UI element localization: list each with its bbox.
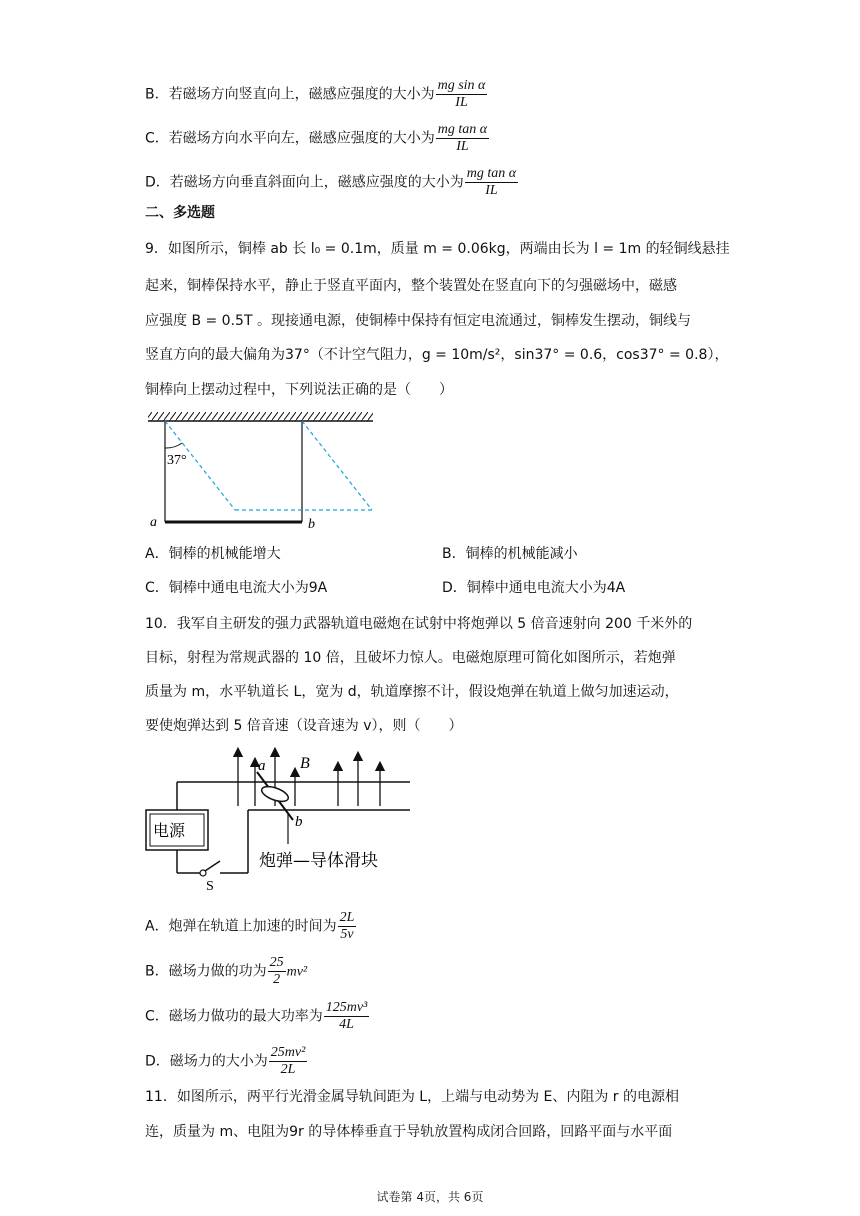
label-a: a <box>150 515 157 530</box>
fraction-denominator: IL <box>485 183 498 198</box>
q9-option-a: A．铜棒的机械能增大 <box>145 546 281 562</box>
fraction-denominator: 5v <box>340 927 354 942</box>
q9-stem-line5: 铜棒向上摆动过程中，下列说法正确的是（ ） <box>145 382 453 398</box>
fraction-numerator: mg sin α <box>437 78 486 93</box>
q10-stem-line4: 要使炮弹达到 5 倍音速（设音速为 v），则（ ） <box>145 718 463 734</box>
q11-stem-line2: 连，质量为 m、电阻为9r 的导体棒垂直于导轨放置构成闭合回路，回路平面与水平面 <box>145 1124 673 1140</box>
q10-stem-line1: 10．我军自主研发的强力武器轨道电磁炮在试射中将炮弹以 5 倍音速射向 200 千米外的 <box>145 616 693 632</box>
q9-stem-line1: 9．如图所示，铜棒 ab 长 l₀ = 0.1m，质量 m = 0.06kg，两端由长为 l = 1m 的轻铜线悬挂 <box>145 241 730 257</box>
q8-option-c <box>145 122 490 155</box>
ceiling-hatch <box>148 412 373 421</box>
label-b: b <box>295 814 303 830</box>
label-a: a <box>258 758 266 774</box>
q8-option-d-text: D．若磁场方向垂直斜面向上，磁感应强度的大小为 <box>145 174 464 191</box>
q8-option-c-text: C．若磁场方向水平向左，磁感应强度的大小为 <box>145 130 435 147</box>
q10-option-d-text: D．磁场力的大小为 <box>145 1053 268 1070</box>
q8-option-d-fraction <box>465 166 518 199</box>
q10-option-c-fraction <box>324 1000 370 1033</box>
q10-option-b-fraction <box>268 955 286 988</box>
q10-option-c-text: C．磁场力做功的最大功率为 <box>145 1008 323 1025</box>
swung-right-wire <box>302 421 372 510</box>
fraction-numerator: 2L <box>339 910 355 925</box>
fraction-numerator: mg tan α <box>466 166 517 181</box>
q9-stem-line3: 应强度 B = 0.5T 。现接通电源，使铜棒中保持有恒定电流通过，铜棒发生摆动，铜线与 <box>145 313 691 329</box>
q10-figure <box>140 744 420 894</box>
power-label: 电源 <box>153 821 186 840</box>
fraction-denominator: IL <box>455 95 468 110</box>
q10-option-b-tail: mv² <box>286 964 308 980</box>
q10-stem-line2: 目标，射程为常规武器的 10 倍，且破坏力惊人。电磁炮原理可简化如图所示，若炮弹 <box>145 650 676 666</box>
q9-stem-line2: 起来，铜棒保持水平，静止于竖直平面内，整个装置处在竖直向下的匀强磁场中，磁感 <box>145 278 677 294</box>
q10-option-b-text: B．磁场力做的功为 <box>145 963 267 980</box>
q10-option-b <box>145 955 307 988</box>
fraction-denominator: 4L <box>339 1017 354 1032</box>
fraction-numerator: 25mv² <box>270 1045 306 1060</box>
q10-option-a-text: A．炮弹在轨道上加速的时间为 <box>145 918 337 935</box>
fraction-denominator: 2 <box>273 972 281 987</box>
fraction-numerator: mg tan α <box>437 122 488 137</box>
section-title: 二、多选题 <box>145 205 215 221</box>
label-b: b <box>308 517 315 532</box>
q8-option-b-fraction <box>436 78 488 111</box>
q9-option-d: D．铜棒中通电电流大小为4A <box>442 580 626 596</box>
q10-stem-line3: 质量为 m，水平轨道长 L，宽为 d，轨道摩擦不计，假设炮弹在轨道上做匀加速运动， <box>145 684 679 700</box>
fraction-numerator: 25 <box>269 955 284 970</box>
fraction-numerator: 125mv³ <box>325 1000 368 1015</box>
angle-label: 37° <box>167 453 187 468</box>
page-footer: 试卷第 4页，共 6页 <box>376 1190 484 1204</box>
q9-option-c: C．铜棒中通电电流大小为9A <box>145 580 328 596</box>
q11-stem-line1: 11．如图所示，两平行光滑金属导轨间距为 L，上端与电动势为 E、内阻为 r 的电源相 <box>145 1089 680 1105</box>
q8-option-b <box>145 78 488 111</box>
q10-option-c <box>145 1000 370 1033</box>
q8-option-c-fraction <box>436 122 489 155</box>
switch-lever <box>205 861 220 871</box>
figure-caption: 炮弹—导体滑块 <box>259 851 378 871</box>
fraction-denominator: 2L <box>280 1062 296 1077</box>
q9-option-b: B．铜棒的机械能减小 <box>442 546 578 562</box>
q8-option-d <box>145 166 519 199</box>
q9-figure <box>140 412 390 532</box>
fraction-denominator: IL <box>456 139 469 154</box>
q10-option-a <box>145 910 357 943</box>
q10-option-a-fraction <box>338 910 357 943</box>
q8-option-b-text: B．若磁场方向竖直向上，磁感应强度的大小为 <box>145 86 435 103</box>
q9-stem-line4: 竖直方向的最大偏角为37°（不计空气阻力，g = 10m/s²，sin37° = 0.6，cos37° = 0.8）， <box>145 347 729 363</box>
label-B: B <box>300 755 310 772</box>
switch-label: S <box>206 879 214 894</box>
q10-option-d <box>145 1045 308 1078</box>
q10-option-d-fraction <box>269 1045 308 1078</box>
angle-arc <box>165 443 182 448</box>
